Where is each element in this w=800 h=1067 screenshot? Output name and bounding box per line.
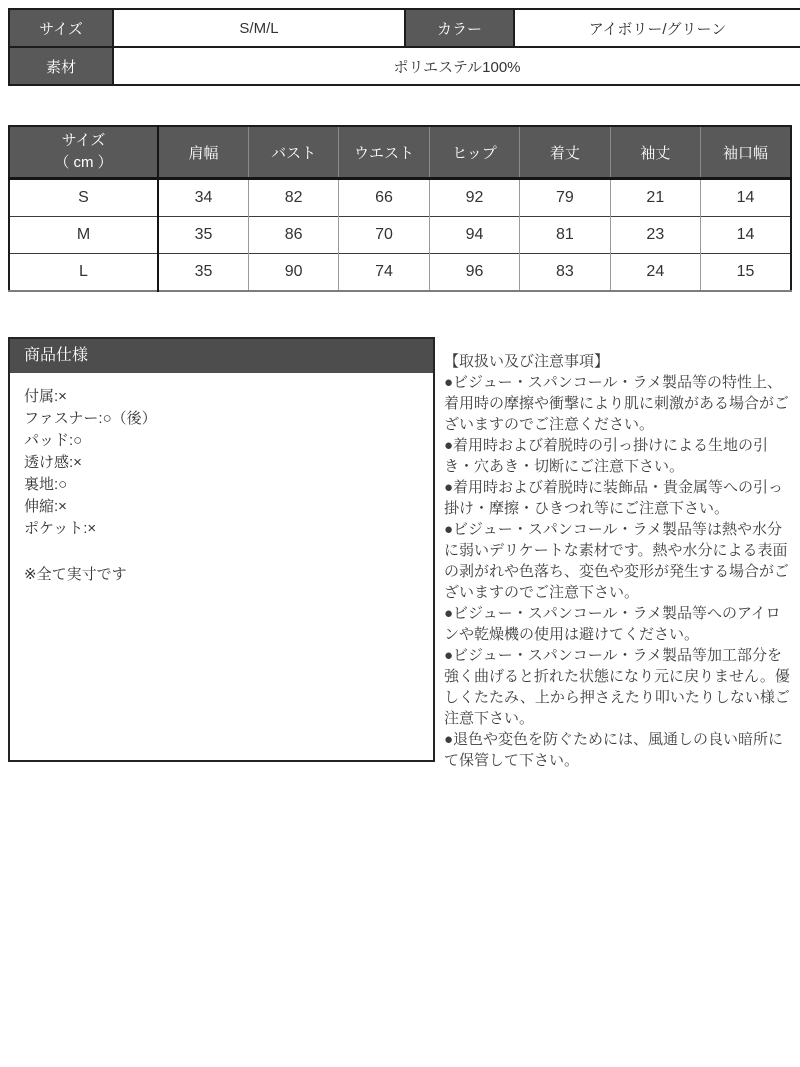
value-cell: 14 — [701, 179, 791, 217]
size-unit-line1: サイズ — [61, 131, 106, 149]
column-header-hip: ヒップ — [429, 126, 519, 179]
value-cell: 23 — [610, 217, 700, 254]
bottom-section — [8, 337, 792, 771]
column-header-bust: バスト — [248, 126, 338, 179]
value-cell: 83 — [520, 254, 610, 292]
size-unit-header-cell — [9, 126, 158, 179]
table-row — [9, 9, 800, 47]
value-cell: 79 — [520, 179, 610, 217]
size-label-cell: サイズ — [9, 9, 113, 47]
value-cell: 70 — [339, 217, 429, 254]
care-note-item: ●着用時および着脱時の引っ掛けによる生地の引き・穴あき・切断にご注意下さい。 — [444, 437, 769, 475]
spec-item-sheerness: 透け感:× — [24, 454, 82, 471]
value-cell: 96 — [429, 254, 519, 292]
spec-measurement-note: ※全て実寸です — [24, 566, 127, 583]
table-row-size-l — [9, 254, 791, 292]
size-value-cell: S/M/L — [113, 9, 405, 47]
column-header-cuff: 袖口幅 — [701, 126, 791, 179]
product-info-table — [8, 8, 800, 86]
material-label-cell: 素材 — [9, 47, 113, 85]
spec-item-pocket: ポケット:× — [24, 520, 97, 537]
size-cell: L — [9, 254, 158, 292]
color-value-cell: アイボリー/グリーン — [514, 9, 800, 47]
care-note-item: ●ビジュー・スパンコール・ラメ製品等の特性上、着用時の摩擦や衝撃により肌に刺激がある場合がございますのでご注意ください。 — [444, 374, 790, 433]
column-header-shoulder: 肩幅 — [158, 126, 248, 179]
value-cell: 92 — [429, 179, 519, 217]
value-cell: 15 — [701, 254, 791, 292]
value-cell: 14 — [701, 217, 791, 254]
care-note-item: ●ビジュー・スパンコール・ラメ製品等加工部分を強く曲げると折れた状態になり元に戻りません。優しくたたみ、上から押さえたり叩いたりしない様ご注意下さい。 — [444, 647, 790, 727]
column-header-sleeve: 袖丈 — [610, 126, 700, 179]
spec-item-stretch: 伸縮:× — [24, 498, 67, 515]
care-note-item: ●着用時および着脱時に装飾品・貴金属等への引っ掛け・摩擦・ひきつれ等にご注意下さい。 — [444, 479, 784, 517]
spec-item-accessory: 付属:× — [24, 388, 67, 405]
product-spec-box — [8, 337, 435, 762]
value-cell: 66 — [339, 179, 429, 217]
value-cell: 82 — [248, 179, 338, 217]
value-cell: 86 — [248, 217, 338, 254]
value-cell: 24 — [610, 254, 700, 292]
size-cell: S — [9, 179, 158, 217]
material-value-cell: ポリエステル100% — [113, 47, 800, 85]
spec-item-fastener: ファスナー:○（後） — [24, 410, 157, 427]
value-cell: 35 — [158, 254, 248, 292]
value-cell: 74 — [339, 254, 429, 292]
value-cell: 81 — [520, 217, 610, 254]
care-notes-title: 【取扱い及び注意事項】 — [444, 353, 610, 370]
value-cell: 94 — [429, 217, 519, 254]
size-cell: M — [9, 217, 158, 254]
color-label-cell: カラー — [405, 9, 514, 47]
column-header-length: 着丈 — [520, 126, 610, 179]
column-header-waist: ウエスト — [339, 126, 429, 179]
table-row — [9, 47, 800, 85]
value-cell: 34 — [158, 179, 248, 217]
spec-box-body — [10, 373, 433, 599]
spec-item-pad: パッド:○ — [24, 432, 83, 449]
care-note-item: ●ビジュー・スパンコール・ラメ製品等は熱や水分に弱いデリケートな素材です。熱や水分による表面の剥がれや色落ち、変色や変形が発生する場合がございますのでご注意下さい。 — [444, 521, 790, 601]
care-note-item: ●退色や変色を防ぐためには、風通しの良い暗所にて保管して下さい。 — [444, 731, 784, 769]
spec-item-lining: 裏地:○ — [24, 476, 68, 493]
size-unit-line2: （ cm ） — [54, 154, 113, 171]
spec-box-title: 商品仕様 — [10, 339, 433, 373]
table-header-row — [9, 126, 791, 179]
care-note-item: ●ビジュー・スパンコール・ラメ製品等へのアイロンや乾燥機の使用は避けてください。 — [444, 605, 781, 643]
value-cell: 90 — [248, 254, 338, 292]
value-cell: 35 — [158, 217, 248, 254]
care-notes — [444, 337, 792, 771]
table-row-size-m — [9, 217, 791, 254]
size-chart-table — [8, 125, 792, 292]
value-cell: 21 — [610, 179, 700, 217]
table-row-size-s — [9, 179, 791, 217]
